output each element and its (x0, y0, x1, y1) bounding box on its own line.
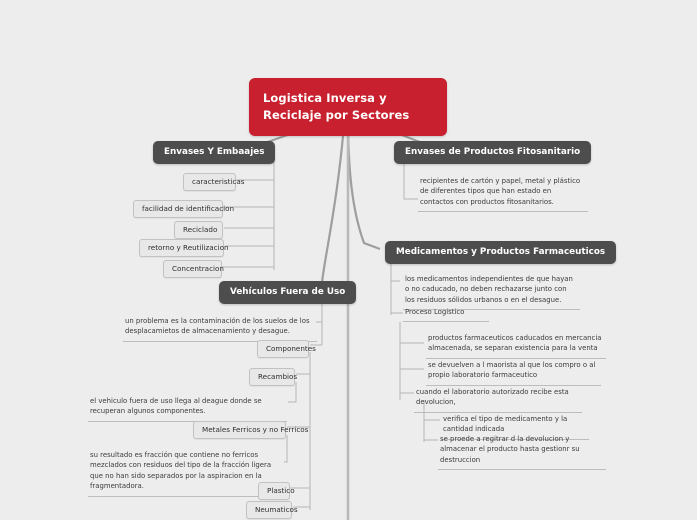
note-text: un problema es la contaminación de los suelos de los desplacamietos de almacenamiento y desague. (125, 317, 310, 336)
note-metales-ferricos (88, 450, 284, 497)
note-text: recipientes de cartón y papel, metal y plástico de diferentes tipos que han estado en contactos con productos fitosanitarios. (420, 177, 581, 206)
leaf-label: Recambios (258, 372, 298, 381)
branch-medicamentos[interactable] (385, 241, 616, 264)
leaf-reciclado[interactable] (174, 221, 223, 239)
leaf-concentracion[interactable] (163, 260, 222, 278)
leaf-label: facilidad de identificacion (142, 204, 235, 213)
note-text: cuando el laboratorio autorizado recibe esta devolucion, (416, 388, 569, 407)
leaf-label: Plastico (267, 486, 295, 495)
note-proceso-logistico (403, 307, 489, 322)
leaf-caracteristicas[interactable] (183, 173, 245, 191)
branch-vehiculos[interactable] (219, 281, 356, 304)
leaf-plastico[interactable] (258, 482, 295, 500)
note-vehiculos (123, 316, 317, 342)
leaf-retorno-reutilizacion[interactable] (139, 239, 229, 257)
leaf-recambios[interactable] (249, 368, 298, 386)
note-text: Proceso Logistico (405, 308, 465, 316)
note-text: verifica el tipo de medicamento y la cantidad indicada (443, 415, 568, 434)
leaf-label: Metales Ferricos y no Ferricos (202, 425, 309, 434)
leaf-label: Neumaticos (255, 505, 298, 514)
leaf-label: Reciclado (183, 225, 218, 234)
note-text: su resultado es fracción que contiene no ferricos mezclados con residuos del tipo de la fracción ligera que no han sido separados por la aspiracion en la fragmentadora. (90, 451, 272, 491)
note-proceso-item-3 (414, 387, 582, 413)
branch-label: Vehículos Fuera de Uso (230, 287, 346, 297)
leaf-neumaticos[interactable] (246, 501, 298, 519)
leaf-label: caracteristicas (192, 177, 245, 186)
root-node[interactable] (249, 78, 447, 136)
leaf-label: retorno y Reutilizacion (148, 243, 229, 252)
note-devolucion-item-2 (438, 434, 606, 470)
note-fitosanitario (418, 176, 588, 212)
note-medicamentos (403, 274, 580, 310)
branch-label: Medicamentos y Productos Farmaceuticos (396, 247, 606, 257)
note-text: productos farmaceuticos caducados en mercancia almacenada, se separan existencia para la venta (428, 334, 602, 353)
note-recambios (88, 396, 287, 422)
leaf-label: Concentracion (172, 264, 224, 273)
note-proceso-item-2 (426, 360, 601, 386)
note-text: se proede a regitrar d la devolucion y almacenar el producto hasta gestionr su destruccion (440, 435, 580, 464)
leaf-componentes[interactable] (257, 340, 316, 358)
branch-label: Envases de Productos Fitosanitario (405, 147, 581, 157)
branch-envases-fitosanitario[interactable] (394, 141, 591, 164)
leaf-facilidad-identificacion[interactable] (133, 200, 235, 218)
branch-label: Envases Y Embaajes (164, 147, 265, 157)
root-label: Logistica Inversa y Reciclaje por Sectores (263, 91, 410, 122)
note-text: los medicamentos independientes de que hayan o no caducado, no deben rechazarse junto con los residuos sólidos urbanos o en el desague. (405, 275, 573, 304)
note-text: el vehiculo fuera de uso llega al deague donde se recuperan algunos componentes. (90, 397, 262, 416)
note-text: se devuelven a l maorista al que los compro o al propio laboratorio farmaceutico (428, 361, 596, 380)
leaf-metales-ferricos[interactable] (193, 421, 309, 439)
leaf-label: Componentes (266, 344, 316, 353)
note-proceso-item-1 (426, 333, 606, 359)
branch-envases-embalajes[interactable] (153, 141, 275, 164)
